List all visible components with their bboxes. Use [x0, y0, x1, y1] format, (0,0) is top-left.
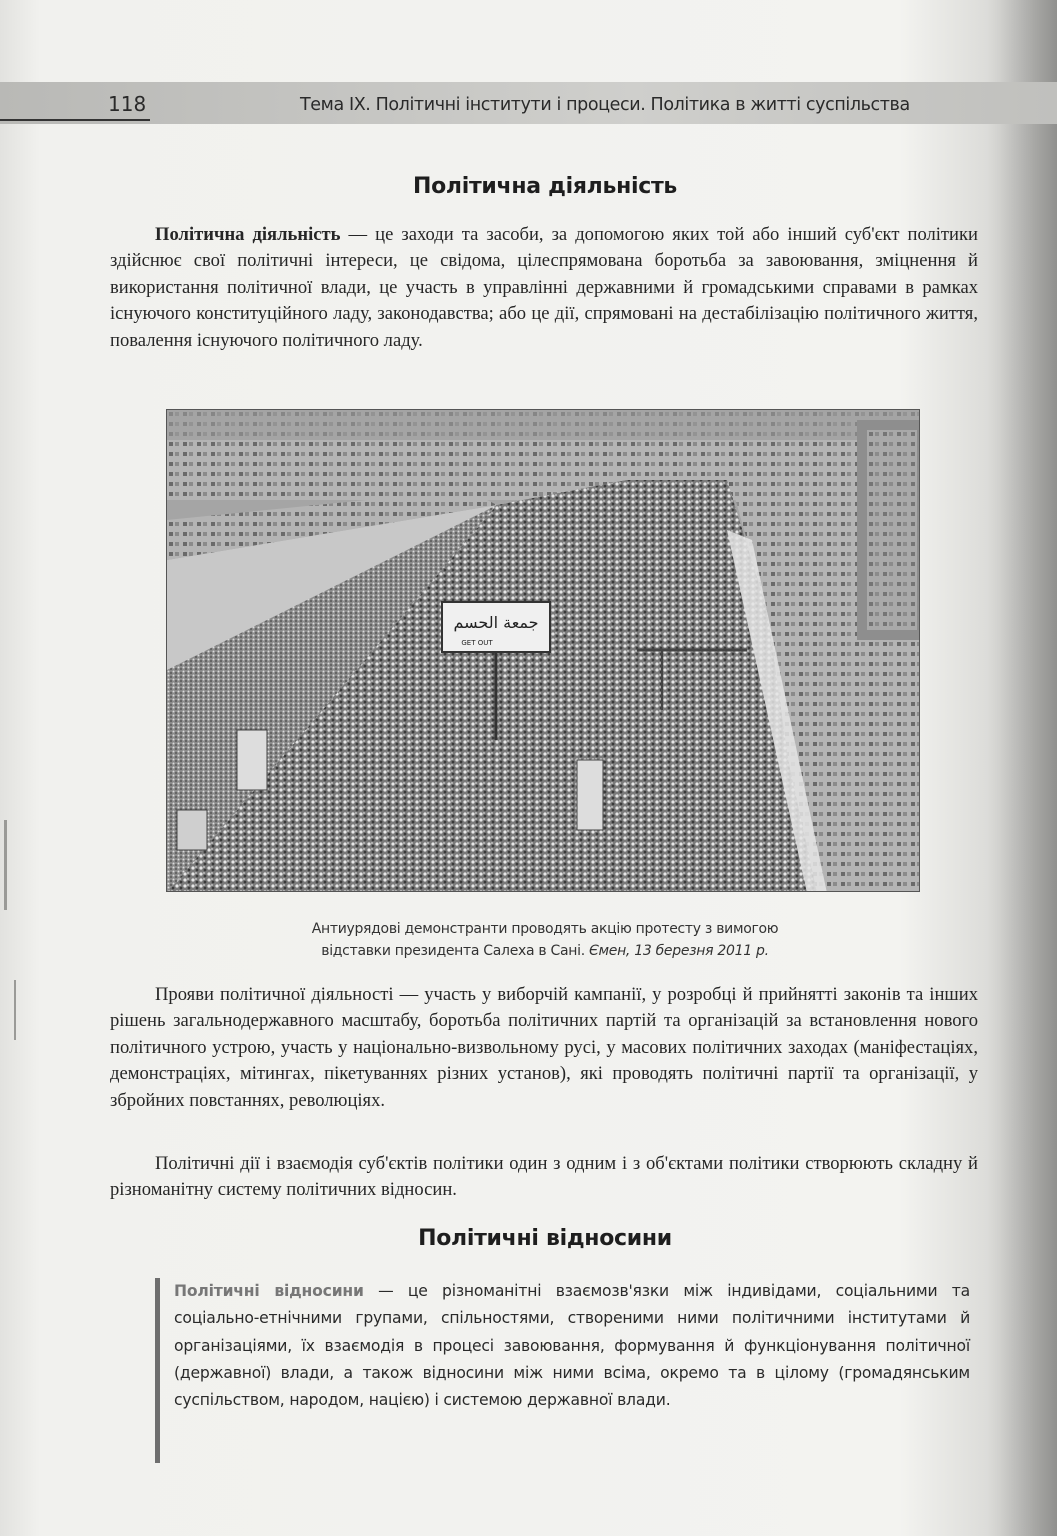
section-title-political-relations: Політичні відносини: [418, 1226, 672, 1251]
caption-line-2: відставки президента Салеха в Сані. Ємен, 13 березня 2011 р.: [321, 943, 769, 959]
caption-place-date: Ємен, 13 березня 2011 р.: [589, 943, 769, 959]
definition-text: — це заходи та засоби, за допомогою яких той або інший суб'єкт політики здійснює свої політичні інтереси, це свідома, цілеспрямована боротьба за завоювання, зміцнення й використання політичної влади, це участь в управлінні державними й громадськими справами в рамках існуючого конституційного ладу, законодавства; або це дії, спрямовані на дестабілізацію політичного життя, повалення існуючого політичного ладу.: [110, 224, 978, 351]
paragraph-manifestations: Прояви політичної діяльності — участь у виборчій кампанії, у розробці й прийнятті законів та інших рішень загальнодержавного масштабу, боротьба політичних партій та організацій за встановлення нового політичного устрою, участь у національно-визвольному русі, у масових політичних заходах (маніфестаціях, демонстраціях, мітингах, пікетуваннях різних установ), які проводять політичні партії та організації, у збройних повстаннях, революціях.: [110, 984, 978, 1111]
margin-mark: [14, 980, 16, 1040]
definition-text: — це різноманітні взаємозв'язки між індивідами, соціальними та соціально-етнічними групами, спільностями, створеними ними політичними інститутами й організаціями, їх взаємодія в процесі завоювання, формування й функціонування політичної (державної) влади, а також відносини між ними всіма, окремо та в цілому (громадянським суспільством, народом, нацією) і системою державної влади.: [174, 1282, 970, 1410]
term-political-relations: Політичні відносини: [174, 1282, 364, 1300]
paragraph-definition-activity: [110, 222, 978, 354]
photo-caption: [190, 918, 900, 962]
protest-sign-text: جمعة الحسم: [453, 613, 539, 632]
protest-photo: [166, 409, 920, 892]
section-title-political-activity: Політична діяльність: [412, 174, 678, 199]
protest-photo-illustration: [167, 410, 920, 892]
running-head: Тема ІХ. Політичні інститути і процеси. Політика в житті суспільства: [300, 95, 910, 115]
paragraph-interaction: Політичні дії і взаємодія суб'єктів політики один з одним і з об'єктами політики створюють складну й різноманітну систему політичних відносин.: [110, 1153, 978, 1201]
page-number: 118: [108, 92, 147, 116]
header-rule: [0, 119, 150, 121]
term-political-activity: Політична діяльність: [155, 224, 341, 245]
gutter-shadow: [987, 0, 1057, 1536]
protest-sign-subtext: GET OUT: [461, 639, 493, 647]
caption-line-1: Антиурядові демонстранти проводять акцію протесту з вимогою: [311, 921, 779, 937]
margin-mark: [4, 820, 7, 910]
definition-box-political-relations: [155, 1278, 970, 1463]
